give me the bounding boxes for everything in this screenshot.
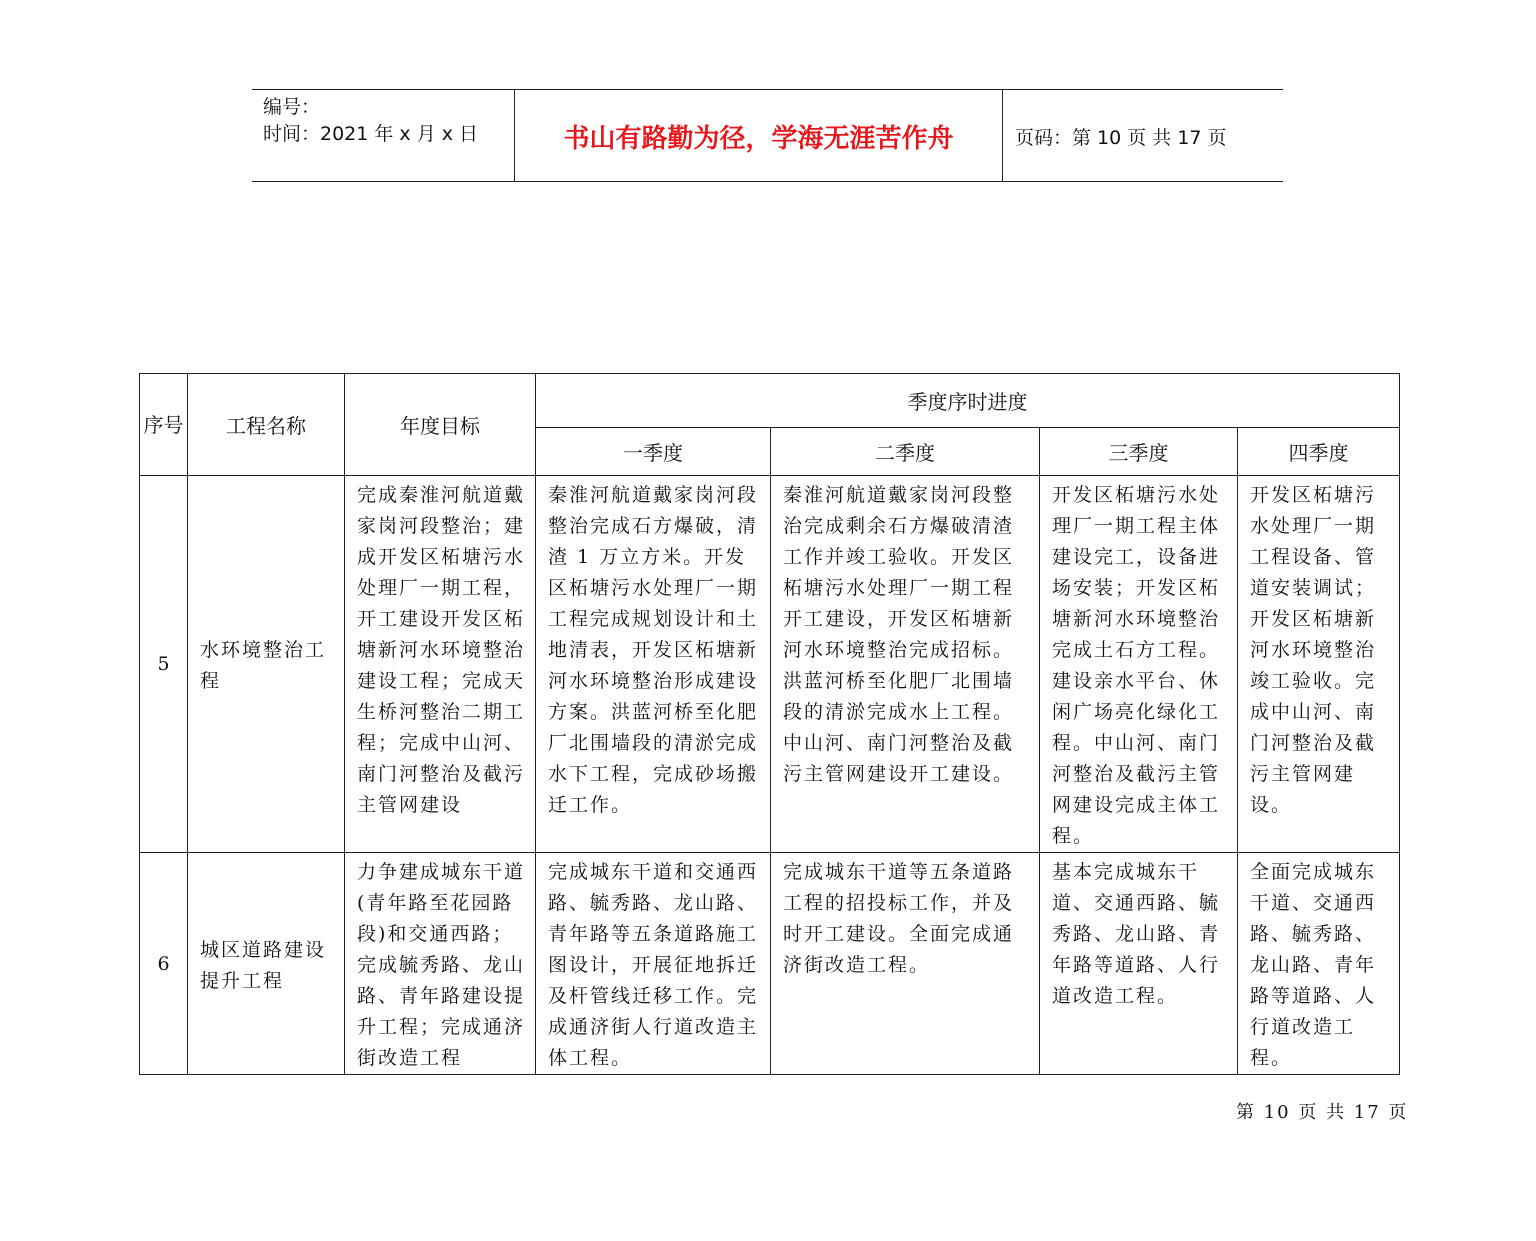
date-text: 时间：2021 年 x 月 x 日 — [263, 123, 479, 145]
row-q1: 完成城东干道和交通西路、毓秀路、龙山路、青年路等五条道路施工图设计，开展征地拆迁及杆管线迁移工作。完成通济街人行道改造主体工程。 — [536, 853, 771, 1075]
header-seq: 序号 — [140, 374, 188, 476]
project-progress-table — [139, 373, 1400, 1075]
header-q3: 三季度 — [1040, 428, 1238, 476]
row-project-name: 城区道路建设提升工程 — [188, 853, 345, 1075]
header-q4: 四季度 — [1238, 428, 1400, 476]
row-q2: 秦淮河航道戴家岗河段整治完成剩余石方爆破清渣工作并竣工验收。开发区柘塘污水处理厂一期工程开工建设，开发区柘塘新河水环境整治完成招标。洪蓝河桥至化肥厂北围墙段的清淤完成水上工程。中山河、南门河整治及截污主管网建设开工建设。 — [771, 476, 1040, 853]
table-row — [140, 853, 1400, 1075]
header-q2: 二季度 — [771, 428, 1040, 476]
row-seq: 5 — [140, 476, 188, 853]
header-page-info: 页码：第 10 页 共 17 页 — [1015, 127, 1227, 149]
row-project-name: 水环境整治工程 — [188, 476, 345, 853]
row-annual-goal: 完成秦淮河航道戴家岗河段整治；建成开发区柘塘污水处理厂一期工程，开工建设开发区柘塘新河水环境整治建设工程；完成天生桥河整治二期工程；完成中山河、南门河整治及截污主管网建设 — [345, 476, 536, 853]
serial-number-label: 编号： — [263, 96, 321, 118]
header-project-name: 工程名称 — [188, 374, 345, 476]
row-seq: 6 — [140, 853, 188, 1075]
header-q1: 一季度 — [536, 428, 771, 476]
row-q1: 秦淮河航道戴家岗河段整治完成石方爆破，清渣 1 万立方米。开发区柘塘污水处理厂一期工程完成规划设计和土地清表，开发区柘塘新河水环境整治形成建设方案。洪蓝河桥至化肥厂北围墙段的清淤完成水下工程，完成砂场搬迁工作。 — [536, 476, 771, 853]
row-q3: 开发区柘塘污水处理厂一期工程主体建设完工，设备进场安装；开发区柘塘新河水环境整治完成土石方工程。建设亲水平台、休闲广场亮化绿化工程。中山河、南门河整治及截污主管网建设完成主体工程。 — [1040, 476, 1238, 853]
header-meta — [252, 90, 515, 181]
row-q4: 全面完成城东干道、交通西路、毓秀路、龙山路、青年路等道路、人行道改造工程。 — [1238, 853, 1400, 1075]
row-q4: 开发区柘塘污水处理厂一期工程设备、管道安装调试；开发区柘塘新河水环境整治竣工验收。完成中山河、南门河整治及截污主管网建设。 — [1238, 476, 1400, 853]
document-header — [252, 89, 1283, 182]
row-q3: 基本完成城东干道、交通西路、毓秀路、龙山路、青年路等道路、人行道改造工程。 — [1040, 853, 1238, 1075]
header-motto: 书山有路勤为径，学海无涯苦作舟 — [515, 90, 1003, 181]
header-quarterly-progress: 季度序时进度 — [536, 374, 1400, 428]
header-annual-goal: 年度目标 — [345, 374, 536, 476]
row-q2: 完成城东干道等五条道路工程的招投标工作，并及时开工建设。全面完成通济街改造工程。 — [771, 853, 1040, 1075]
table-row — [140, 476, 1400, 853]
page-footer: 第 10 页 共 17 页 — [1236, 1102, 1409, 1123]
row-annual-goal: 力争建成城东干道(青年路至花园路段)和交通西路；完成毓秀路、龙山路、青年路建设提升工程；完成通济街改造工程 — [345, 853, 536, 1075]
